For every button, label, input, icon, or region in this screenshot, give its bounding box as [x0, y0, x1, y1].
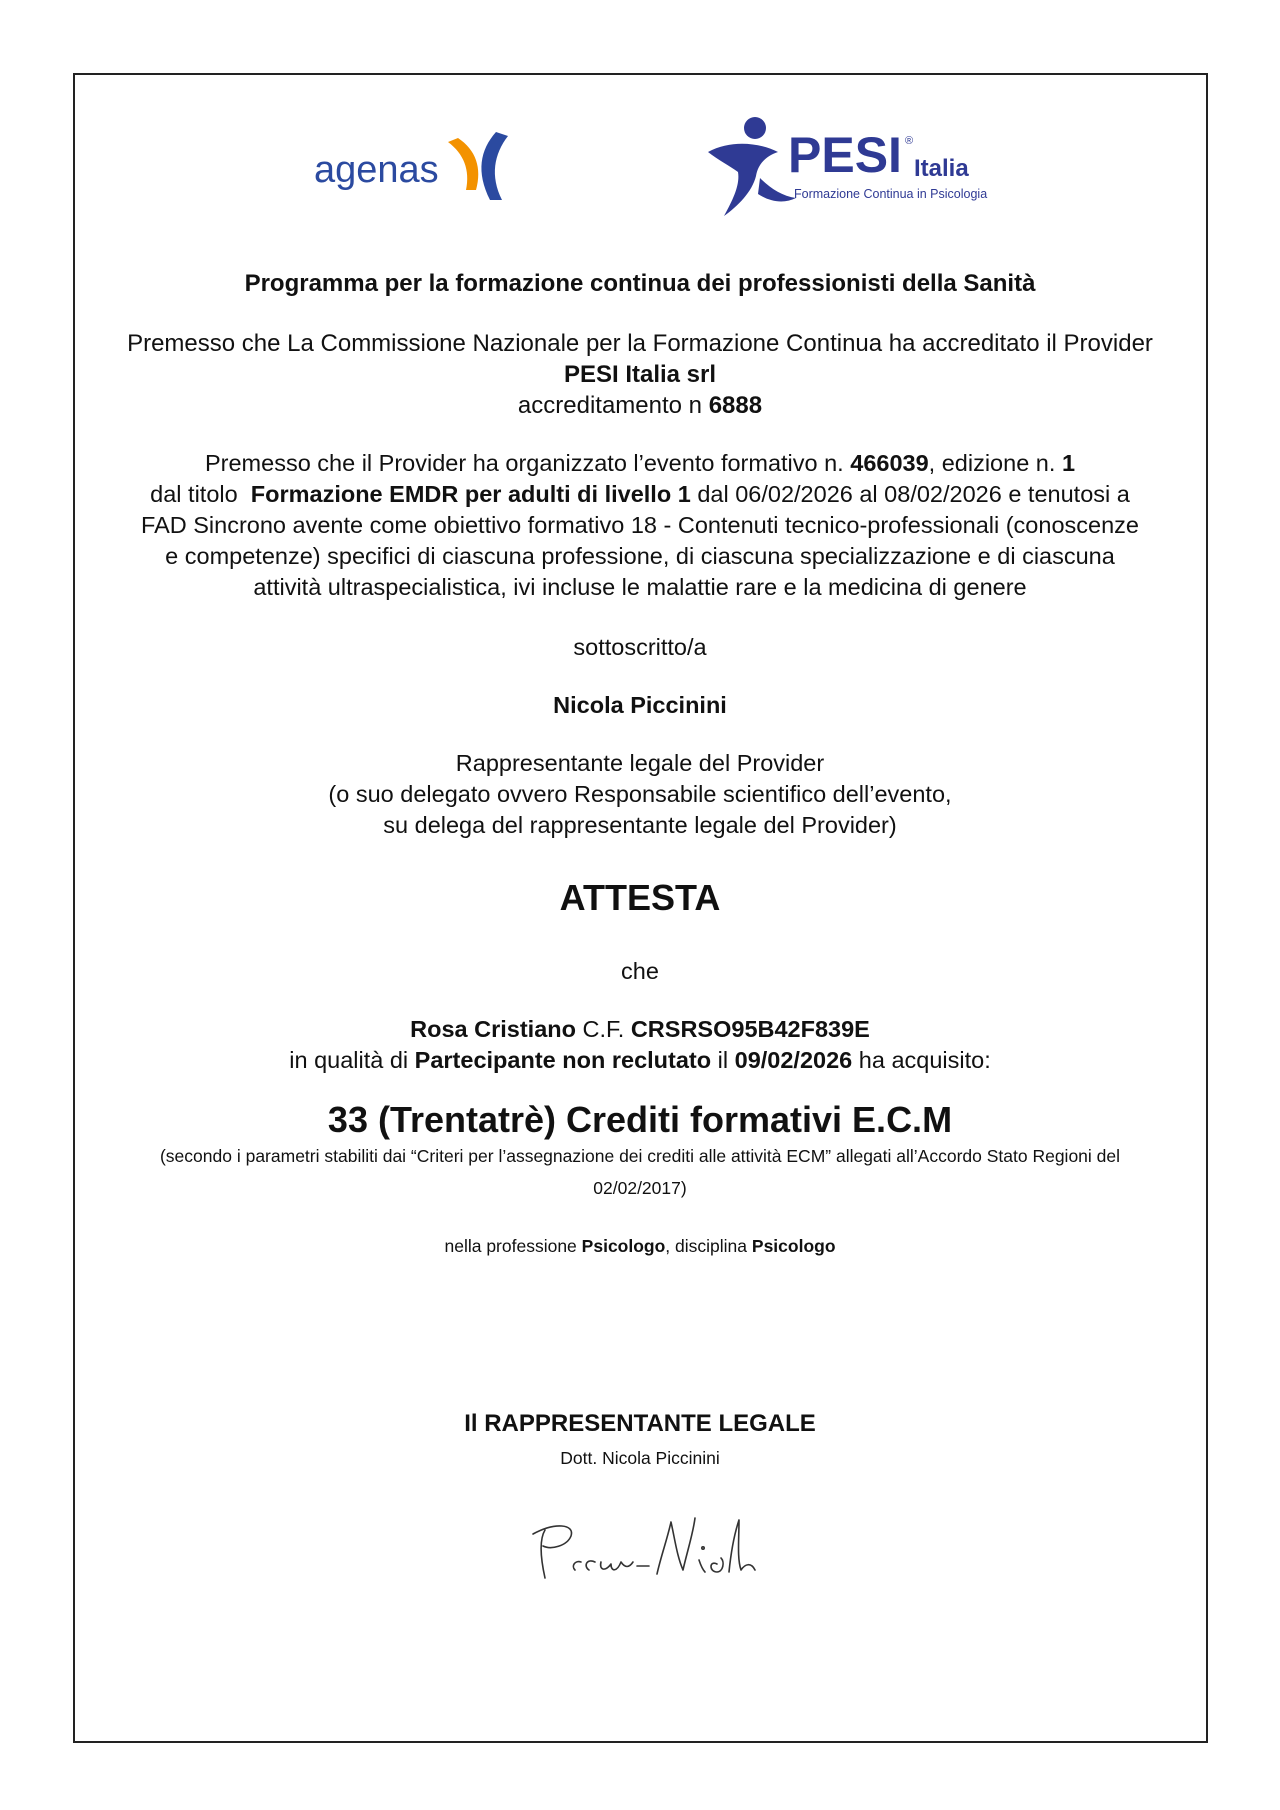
provider-name: PESI Italia srl	[563, 361, 717, 388]
discipline-label: , disciplina	[665, 1236, 748, 1256]
event-label: Premesso che il Provider ha organizzato l’evento formativo n.	[204, 450, 844, 476]
event-number: 466039	[850, 450, 929, 476]
signatory-label: sottoscritto/a	[573, 634, 707, 660]
objective-line-3: attività ultraspecialistica, ivi incluse le malattie rare e la medicina di genere	[253, 574, 1027, 600]
profession-line	[80, 1234, 1200, 1258]
participant-cf: CRSRSO95B42F839E	[630, 1016, 870, 1042]
pesi-logo-main: PESI	[788, 127, 902, 183]
pesi-logo-sub: Italia	[914, 155, 969, 182]
cf-label: C.F.	[582, 1016, 625, 1042]
participant-block	[80, 1014, 1200, 1076]
participant-role: Partecipante non reclutato	[414, 1047, 712, 1073]
legal-rep-heading: Il RAPPRESENTANTE LEGALE	[464, 1410, 816, 1437]
acquired-label: ha acquisito:	[858, 1047, 991, 1073]
signatory-role-3: su delega del rappresentante legale del Provider)	[383, 812, 897, 838]
edition-label: , edizione n.	[928, 450, 1056, 476]
agenas-logo-text: agenas	[314, 149, 439, 191]
pesi-logo	[700, 112, 1030, 222]
event-title: Formazione EMDR per adulti di livello 1	[250, 481, 691, 507]
premessa1-block	[80, 328, 1200, 421]
role-label: in qualità di	[289, 1047, 409, 1073]
date-label: il	[717, 1047, 729, 1073]
premessa1-line: Premesso che La Commissione Nazionale per la Formazione Continua ha accreditato il Provider	[127, 330, 1153, 357]
credits-heading: 33 (Trentatrè) Crediti formativi E.C.M	[327, 1099, 953, 1140]
objective-line-2: e competenze) specifici di ciascuna professione, di ciascuna specializzazione e di ciascuna	[165, 543, 1115, 569]
signatory-role-block	[80, 748, 1200, 841]
participant-role-line	[80, 1045, 1200, 1076]
accreditation-number: 6888	[708, 392, 763, 419]
handwritten-signature	[525, 1500, 765, 1590]
profession-label: nella professione	[444, 1236, 577, 1256]
credits-note-line-1: (secondo i parametri stabiliti dai “Criteri per l’assegnazione dei crediti alle attività ECM” allegati all’Accordo Stato Regioni del	[159, 1146, 1121, 1166]
accreditation-line	[80, 390, 1200, 421]
credits-note-line-2: 02/02/2017)	[593, 1178, 687, 1198]
participant-line	[80, 1014, 1200, 1045]
agenas-logo	[310, 120, 530, 210]
event-dates: dal 06/02/2026 al 08/02/2026 e tenutosi a	[697, 481, 1130, 507]
pesi-logo-tagline: Formazione Continua in Psicologia	[794, 187, 988, 201]
event-line	[80, 448, 1200, 479]
participant-name: Rosa Cristiano	[410, 1016, 576, 1042]
title-label: dal titolo	[150, 481, 238, 507]
signatory-name: Nicola Piccinini	[553, 692, 727, 718]
program-title: Programma per la formazione continua dei professionisti della Sanità	[244, 270, 1036, 297]
edition-number: 1	[1061, 450, 1076, 476]
premessa2-block	[80, 448, 1200, 603]
objective-line-1: FAD Sincrono avente come obiettivo formativo 18 - Contenuti tecnico-professionali (conoscenze	[141, 512, 1139, 538]
participant-date: 09/02/2026	[734, 1047, 853, 1073]
profession: Psicologo	[581, 1236, 666, 1256]
attesta-heading: ATTESTA	[559, 877, 721, 918]
discipline: Psicologo	[751, 1236, 836, 1256]
accreditation-label: accreditamento n	[517, 392, 703, 419]
attesta-che: che	[621, 958, 659, 984]
event-title-line	[80, 479, 1200, 510]
signatory-role-1: Rappresentante legale del Provider	[455, 750, 825, 776]
legal-rep-name: Dott. Nicola Piccinini	[560, 1448, 720, 1468]
signatory-role-2: (o suo delegato ovvero Responsabile scientifico dell’evento,	[328, 781, 952, 807]
pesi-logo-reg: ®	[905, 135, 914, 147]
credits-note	[80, 1140, 1200, 1204]
